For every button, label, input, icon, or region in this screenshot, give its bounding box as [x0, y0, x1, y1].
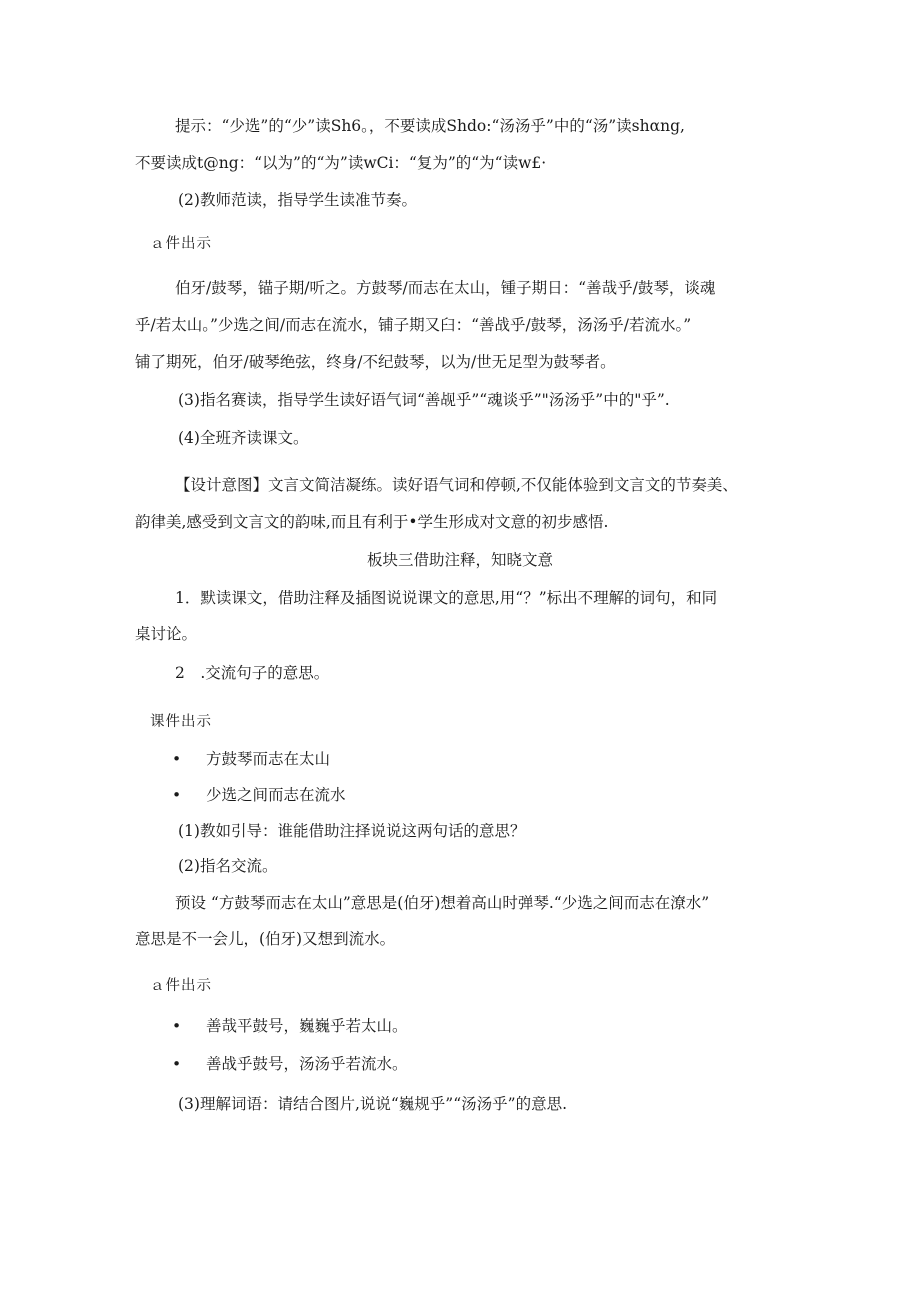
- text-passage-line-3: 铺了期死，伯牙/破琴绝弦，终身/不纪鼓琴，以为/世无足型为鼓琴者。: [135, 353, 616, 371]
- section-heading: 板块三借助注释，知晓文意: [366, 551, 553, 569]
- step-4-class-reading: (4)全班齐读课文。: [178, 429, 309, 447]
- text-passage-line-2: 乎/若太山。”少选之间/而志在流水，铺子期又臼：“善战乎/鼓琴，汤汤乎/若流水。”: [135, 316, 692, 334]
- bullet-text: 方鼓琴而志在太山: [206, 750, 331, 768]
- preset-answer-line-1: 预设 “方鼓琴而志在太山”意思是(伯牙)想着高山时弹琴.“少选之间而志在潦水”: [175, 894, 710, 912]
- step-2-share: (2)指名交流。: [178, 857, 278, 875]
- task-1-line-1: 1．默读课文，借助注释及插图说说课文的意思,用“？”标出不理解的词句，和同: [175, 589, 718, 607]
- bullet-item-4: [172, 1054, 408, 1074]
- design-intent-line-2: 韵律美,感受到文言文的韵味,而且有利于•学生形成对文意的初步感悟.: [135, 513, 609, 531]
- bullet-dot-icon: •: [172, 1017, 182, 1035]
- design-intent-line-1: 【设计意图】文言文简洁凝练。读好语气词和停顿,不仅能体验到文言文的节奏美、: [175, 476, 738, 494]
- bullet-text: 善哉平鼓号，巍巍乎若太山。: [206, 1017, 408, 1035]
- step-3-understand-words: (3)理解词语：请结合图片,说说“巍规乎”“汤汤乎”的意思.: [178, 1095, 568, 1113]
- step-2-teacher-reading: (2)教师范读，指导学生读准节奏。: [178, 191, 417, 209]
- bullet-dot-icon: •: [172, 750, 182, 768]
- text-passage-line-1: 伯牙/鼓琴，锚子期/听之。方鼓琴/而志在太山，锺子期日：“善哉乎/鼓琴，谈魂: [175, 279, 716, 297]
- step-1-teacher-guide: (1)教如引导：谁能借助注择说说这两句话的意思？: [178, 822, 526, 840]
- hint-paragraph-line-2: 不要读成t@ng：“以为”的“为”读wCi：“复为”的“为“读w£·: [135, 154, 547, 172]
- preset-answer-line-2: 意思是不一会儿，(伯牙)又想到流水。: [135, 930, 396, 948]
- bullet-dot-icon: •: [172, 786, 182, 804]
- courseware-label-1: ａ件出示: [150, 236, 212, 252]
- step-3-contest-reading: (3)指名赛读，指导学生读好语气词“善觇乎”“魂谈乎”"汤汤乎”中的"乎”.: [178, 391, 670, 409]
- bullet-item-3: [172, 1016, 408, 1036]
- courseware-label-2: 课件出示: [150, 714, 212, 730]
- courseware-label-3: ａ件出示: [150, 978, 212, 994]
- bullet-item-2: [172, 785, 346, 805]
- bullet-text: 少选之间而志在流水: [206, 786, 346, 804]
- bullet-item-1: [172, 749, 330, 769]
- task-2: 2 .交流句子的意思。: [175, 664, 330, 682]
- task-1-line-2: 桌讨论。: [135, 625, 198, 643]
- bullet-dot-icon: •: [172, 1055, 182, 1073]
- hint-paragraph-line-1: 提示：“少选”的“少”读Sh6。，不要读成Shdo:“汤汤乎”中的“汤”读shαng,: [175, 117, 685, 135]
- bullet-text: 善战乎鼓号，汤汤乎若流水。: [206, 1055, 408, 1073]
